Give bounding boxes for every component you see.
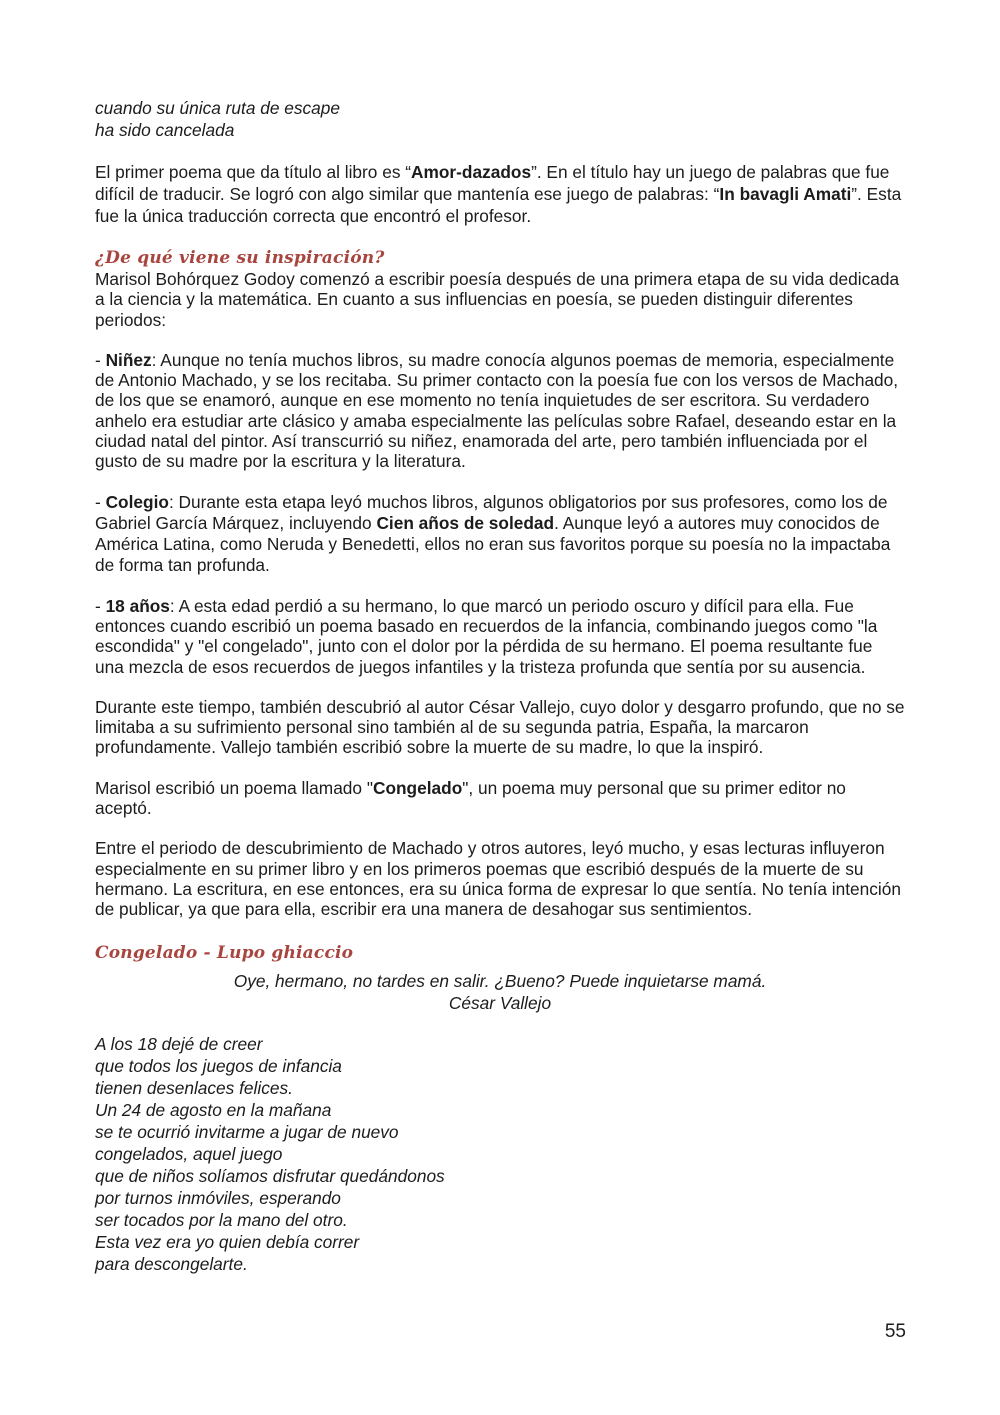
page-body bbox=[95, 95, 905, 1275]
paragraph-colegio: - Colegio: Durante esta etapa leyó muchos libros, algunos obligatorios por sus profesores, como los de Gabriel García Márquez, incluyendo Cien años de soledad. Aunque leyó a autores muy conocidos de América Latina, como Neruda y Benedetti, ellos no eran sus favoritos porque su poesía no la impactaba de forma tan profunda. bbox=[95, 491, 891, 575]
poem-line: se te ocurrió invitarme a jugar de nuevo bbox=[95, 1121, 399, 1142]
paragraph-18-anos: - 18 años: A esta edad perdió a su hermano, lo que marcó un periodo oscuro y difícil para ella. Fue entonces cuando escribió un poema basado en recuerdos de la infancia, combinando juegos como "la escondida" y "el congelado", junto con el dolor por la pérdida de su hermano. El poema resultante fue una mezcla de esos recuerdos de juegos infantiles y la tristeza profunda que sentía por su ausencia. bbox=[95, 595, 878, 677]
poem-line: congelados, aquel juego bbox=[95, 1143, 283, 1164]
paragraph-title: El primer poema que da título al libro es “Amor-dazados”. En el título hay un juego de palabras que fue difícil de traducir. Se logró con algo similar que mantenía ese juego de palabras: “In bavagli Amati”. Esta fue la única traducción correcta que encontró el profesor. bbox=[95, 162, 902, 226]
epigraph-author: César Vallejo bbox=[448, 992, 552, 1013]
poem-line: cuando su única ruta de escape bbox=[95, 98, 340, 118]
paragraph-periodo: Entre el periodo de descubrimiento de Machado y otros autores, leyó mucho, y esas lecturas influyeron especialmente en su primer libro y en los primeros poemas que escribió después de la muerte de su hermano. La escritura, en ese entonces, era su única forma de expresar lo que sentía. No tenía intención de publicar, ya que para ella, escribir era una manera de desahogar sus sentimientos. bbox=[95, 838, 901, 920]
poem-fragment bbox=[95, 97, 905, 141]
poem-line: tienen desenlaces felices. bbox=[95, 1077, 293, 1098]
poem-line: por turnos inmóviles, esperando bbox=[95, 1187, 341, 1208]
poem-line: para descongelarte. bbox=[95, 1253, 248, 1274]
paragraph-congelado: Marisol escribió un poema llamado "Congelado", un poema muy personal que su primer editor no aceptó. bbox=[95, 777, 846, 819]
paragraph-vallejo: Durante este tiempo, también descubrió al autor César Vallejo, cuyo dolor y desgarro profundo, que no se limitaba a su sufrimiento personal sino también al de su segunda patria, España, la marcaron profundamente. Vallejo también escribió sobre la muerte de su madre, lo que la inspiró. bbox=[95, 696, 905, 758]
poem-line: Esta vez era yo quien debía correr bbox=[95, 1231, 360, 1252]
poem-line: Un 24 de agosto en la mañana bbox=[95, 1099, 332, 1120]
poem-line: ser tocados por la mano del otro. bbox=[95, 1209, 348, 1230]
paragraph-intro: Marisol Bohórquez Godoy comenzó a escribir poesía después de una primera etapa de su vida dedicada a la ciencia y la matemática. En cuanto a sus influencias en poesía, se pueden distinguir diferentes periodos: bbox=[95, 269, 900, 330]
poem-line: que todos los juegos de infancia bbox=[95, 1055, 342, 1076]
page-number: 55 bbox=[884, 1321, 906, 1342]
poem-line: A los 18 dejé de creer bbox=[95, 1033, 263, 1054]
section-heading-poem: Congelado - Lupo ghiaccio bbox=[95, 942, 354, 963]
poem-line: que de niños solíamos disfrutar quedándonos bbox=[95, 1165, 445, 1186]
section-heading-inspiration: ¿De qué viene su inspiración? bbox=[95, 248, 385, 268]
epigraph bbox=[95, 970, 905, 1014]
poem bbox=[95, 1033, 905, 1275]
paragraph-ninez: - Niñez: Aunque no tenía muchos libros, su madre conocía algunos poemas de memoria, especialmente de Antonio Machado, y se los recitaba. Su primer contacto con la poesía fue con los versos de Machado, de los que se enamoró, aunque en ese momento no tenía inquietudes de ser escritora. Su verdadero anhelo era estudiar arte clásico y amaba especialmente las películas sobre Rafael, deseando estar en la ciudad natal del pintor. Así transcurrió su niñez, enamorada del arte, pero también influenciada por el gusto de su madre por la escritura y la literatura. bbox=[95, 349, 899, 472]
poem-line: ha sido cancelada bbox=[95, 120, 235, 140]
epigraph-quote: Oye, hermano, no tardes en salir. ¿Bueno? Puede inquietarse mamá. bbox=[233, 970, 767, 991]
